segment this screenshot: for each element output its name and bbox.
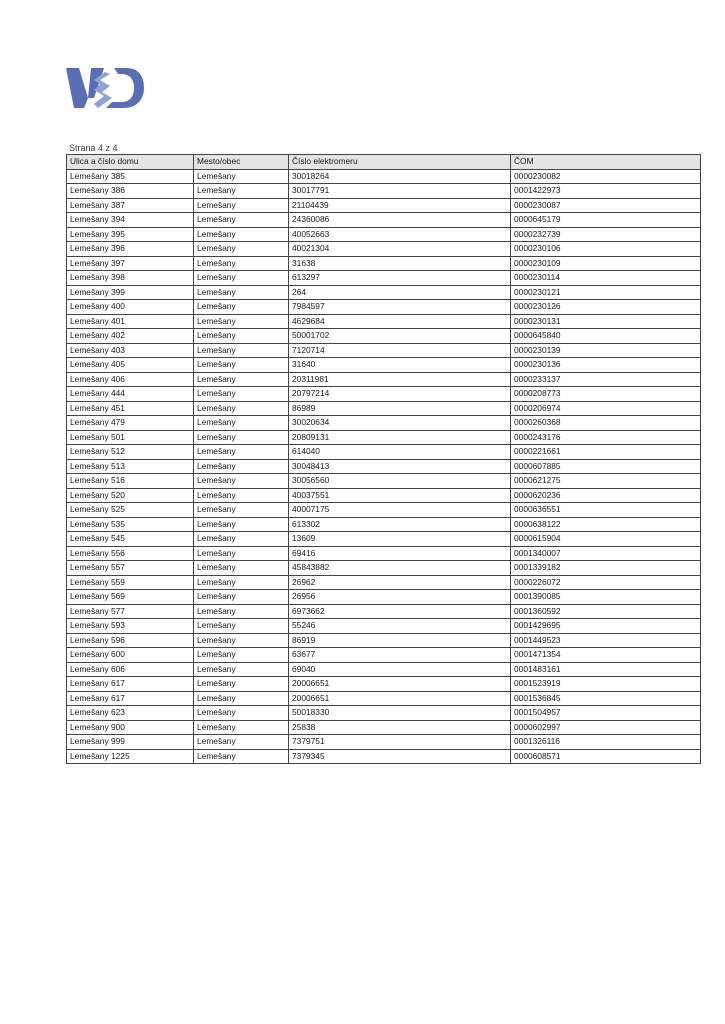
cell-meter-number: 20809131 — [289, 430, 511, 445]
cell-town: Lemešany — [194, 720, 289, 735]
cell-meter-number: 30048413 — [289, 459, 511, 474]
cell-meter-number: 21104439 — [289, 198, 511, 213]
column-header-meter-number: Číslo elektromeru — [289, 155, 511, 170]
table-row — [67, 706, 701, 721]
cell-meter-number: 50018330 — [289, 706, 511, 721]
cell-address: Lemešany 398 — [67, 271, 194, 286]
cell-meter-number: 20797214 — [289, 387, 511, 402]
cell-address: Lemešany 596 — [67, 633, 194, 648]
cell-address: Lemešany 593 — [67, 619, 194, 634]
cell-town: Lemešany — [194, 416, 289, 431]
cell-com: 0001360592 — [511, 604, 701, 619]
cell-address: Lemešany 600 — [67, 648, 194, 663]
cell-town: Lemešany — [194, 242, 289, 257]
cell-town: Lemešany — [194, 575, 289, 590]
cell-com: 0000230114 — [511, 271, 701, 286]
cell-town: Lemešany — [194, 314, 289, 329]
cell-com: 0001523919 — [511, 677, 701, 692]
cell-town: Lemešany — [194, 749, 289, 764]
table-row — [67, 488, 701, 503]
cell-address: Lemešany 513 — [67, 459, 194, 474]
cell-meter-number: 86989 — [289, 401, 511, 416]
cell-com: 0000230087 — [511, 198, 701, 213]
table-row — [67, 677, 701, 692]
cell-address: Lemešany 405 — [67, 358, 194, 373]
table-row — [67, 735, 701, 750]
table-row — [67, 720, 701, 735]
cell-address: Lemešany 386 — [67, 184, 194, 199]
table-row — [67, 445, 701, 460]
cell-address: Lemešany 399 — [67, 285, 194, 300]
cell-town: Lemešany — [194, 329, 289, 344]
cell-town: Lemešany — [194, 604, 289, 619]
vsd-logo — [64, 66, 144, 110]
cell-town: Lemešany — [194, 213, 289, 228]
cell-meter-number: 20006651 — [289, 677, 511, 692]
table-row — [67, 343, 701, 358]
table-row — [67, 372, 701, 387]
page-number: Strana 4 z 4 — [69, 143, 118, 153]
cell-address: Lemešany 406 — [67, 372, 194, 387]
cell-meter-number: 30017791 — [289, 184, 511, 199]
cell-com: 0000645179 — [511, 213, 701, 228]
cell-town: Lemešany — [194, 285, 289, 300]
table-row — [67, 198, 701, 213]
cell-town: Lemešany — [194, 256, 289, 271]
cell-address: Lemešany 402 — [67, 329, 194, 344]
cell-address: Lemešany 396 — [67, 242, 194, 257]
cell-town: Lemešany — [194, 691, 289, 706]
cell-address: Lemešany 479 — [67, 416, 194, 431]
cell-com: 0000615904 — [511, 532, 701, 547]
cell-town: Lemešany — [194, 184, 289, 199]
cell-meter-number: 7984597 — [289, 300, 511, 315]
cell-address: Lemešany 999 — [67, 735, 194, 750]
cell-town: Lemešany — [194, 169, 289, 184]
cell-address: Lemešany 401 — [67, 314, 194, 329]
table-row — [67, 430, 701, 445]
table-row — [67, 633, 701, 648]
table-row — [67, 242, 701, 257]
cell-meter-number: 45843882 — [289, 561, 511, 576]
table-row — [67, 474, 701, 489]
table-row — [67, 691, 701, 706]
cell-address: Lemešany 516 — [67, 474, 194, 489]
table-row — [67, 271, 701, 286]
cell-meter-number: 40007175 — [289, 503, 511, 518]
cell-com: 0000230106 — [511, 242, 701, 257]
cell-meter-number: 24360086 — [289, 213, 511, 228]
cell-com: 0000636551 — [511, 503, 701, 518]
cell-address: Lemešany 387 — [67, 198, 194, 213]
cell-town: Lemešany — [194, 735, 289, 750]
cell-meter-number: 30018264 — [289, 169, 511, 184]
cell-meter-number: 25838 — [289, 720, 511, 735]
cell-meter-number: 26956 — [289, 590, 511, 605]
table-row — [67, 517, 701, 532]
cell-town: Lemešany — [194, 445, 289, 460]
cell-town: Lemešany — [194, 677, 289, 692]
table-row — [67, 532, 701, 547]
table-row — [67, 561, 701, 576]
cell-address: Lemešany 385 — [67, 169, 194, 184]
cell-address: Lemešany 400 — [67, 300, 194, 315]
column-header-com: ČOM — [511, 155, 701, 170]
cell-meter-number: 30056560 — [289, 474, 511, 489]
cell-address: Lemešany 1225 — [67, 749, 194, 764]
cell-meter-number: 86919 — [289, 633, 511, 648]
cell-meter-number: 7379345 — [289, 749, 511, 764]
cell-com: 0000608571 — [511, 749, 701, 764]
cell-com: 0000230131 — [511, 314, 701, 329]
cell-meter-number: 63677 — [289, 648, 511, 663]
cell-town: Lemešany — [194, 430, 289, 445]
table-row — [67, 459, 701, 474]
cell-meter-number: 613302 — [289, 517, 511, 532]
cell-meter-number: 264 — [289, 285, 511, 300]
cell-town: Lemešany — [194, 590, 289, 605]
cell-com: 0000645840 — [511, 329, 701, 344]
table-row — [67, 329, 701, 344]
table-row — [67, 749, 701, 764]
cell-address: Lemešany 535 — [67, 517, 194, 532]
cell-address: Lemešany 623 — [67, 706, 194, 721]
cell-address: Lemešany 403 — [67, 343, 194, 358]
cell-com: 0000230139 — [511, 343, 701, 358]
cell-com: 0001422973 — [511, 184, 701, 199]
table-row — [67, 590, 701, 605]
cell-com: 0001339182 — [511, 561, 701, 576]
cell-com: 0000230126 — [511, 300, 701, 315]
cell-meter-number: 31640 — [289, 358, 511, 373]
cell-town: Lemešany — [194, 343, 289, 358]
table-row — [67, 575, 701, 590]
cell-town: Lemešany — [194, 546, 289, 561]
cell-com: 0000638122 — [511, 517, 701, 532]
table-row — [67, 604, 701, 619]
cell-meter-number: 55246 — [289, 619, 511, 634]
cell-address: Lemešany 397 — [67, 256, 194, 271]
cell-com: 0000230109 — [511, 256, 701, 271]
cell-meter-number: 20311981 — [289, 372, 511, 387]
table-row — [67, 416, 701, 431]
cell-meter-number: 614040 — [289, 445, 511, 460]
cell-town: Lemešany — [194, 372, 289, 387]
cell-com: 0000208773 — [511, 387, 701, 402]
cell-town: Lemešany — [194, 459, 289, 474]
cell-com: 0001536845 — [511, 691, 701, 706]
cell-com: 0000243176 — [511, 430, 701, 445]
cell-town: Lemešany — [194, 488, 289, 503]
cell-meter-number: 26962 — [289, 575, 511, 590]
cell-address: Lemešany 545 — [67, 532, 194, 547]
column-header-town: Mesto/obec — [194, 155, 289, 170]
table-row — [67, 648, 701, 663]
cell-meter-number: 13609 — [289, 532, 511, 547]
cell-town: Lemešany — [194, 387, 289, 402]
cell-meter-number: 40037551 — [289, 488, 511, 503]
cell-com: 0000607885 — [511, 459, 701, 474]
cell-address: Lemešany 451 — [67, 401, 194, 416]
cell-town: Lemešany — [194, 227, 289, 242]
cell-address: Lemešany 501 — [67, 430, 194, 445]
cell-town: Lemešany — [194, 358, 289, 373]
cell-meter-number: 7120714 — [289, 343, 511, 358]
cell-com: 0001449523 — [511, 633, 701, 648]
table-row — [67, 358, 701, 373]
cell-com: 0000260368 — [511, 416, 701, 431]
meter-table — [66, 154, 701, 764]
cell-com: 0000226072 — [511, 575, 701, 590]
table-body — [67, 169, 701, 764]
cell-com: 0001429695 — [511, 619, 701, 634]
cell-address: Lemešany 525 — [67, 503, 194, 518]
cell-address: Lemešany 606 — [67, 662, 194, 677]
cell-meter-number: 69040 — [289, 662, 511, 677]
cell-meter-number: 69416 — [289, 546, 511, 561]
table-row — [67, 184, 701, 199]
cell-address: Lemešany 444 — [67, 387, 194, 402]
cell-town: Lemešany — [194, 517, 289, 532]
cell-com: 0000232739 — [511, 227, 701, 242]
cell-town: Lemešany — [194, 633, 289, 648]
cell-meter-number: 40021304 — [289, 242, 511, 257]
table-row — [67, 314, 701, 329]
table-row — [67, 401, 701, 416]
table-row — [67, 285, 701, 300]
cell-town: Lemešany — [194, 706, 289, 721]
cell-com: 0001340007 — [511, 546, 701, 561]
table-row — [67, 300, 701, 315]
table-row — [67, 619, 701, 634]
cell-address: Lemešany 394 — [67, 213, 194, 228]
cell-com: 0001483161 — [511, 662, 701, 677]
cell-address: Lemešany 520 — [67, 488, 194, 503]
cell-town: Lemešany — [194, 619, 289, 634]
cell-town: Lemešany — [194, 474, 289, 489]
cell-meter-number: 30020634 — [289, 416, 511, 431]
cell-address: Lemešany 556 — [67, 546, 194, 561]
cell-com: 0000620236 — [511, 488, 701, 503]
cell-address: Lemešany 900 — [67, 720, 194, 735]
column-header-address: Ulica a číslo domu — [67, 155, 194, 170]
cell-town: Lemešany — [194, 503, 289, 518]
cell-town: Lemešany — [194, 198, 289, 213]
cell-com: 0001471354 — [511, 648, 701, 663]
cell-com: 0001390085 — [511, 590, 701, 605]
cell-town: Lemešany — [194, 532, 289, 547]
cell-meter-number: 6973662 — [289, 604, 511, 619]
table-row — [67, 387, 701, 402]
cell-meter-number: 50001702 — [289, 329, 511, 344]
cell-address: Lemešany 557 — [67, 561, 194, 576]
table-row — [67, 546, 701, 561]
cell-com: 0000230121 — [511, 285, 701, 300]
table-row — [67, 256, 701, 271]
cell-com: 0000621275 — [511, 474, 701, 489]
cell-meter-number: 7379751 — [289, 735, 511, 750]
table-row — [67, 662, 701, 677]
cell-address: Lemešany 559 — [67, 575, 194, 590]
table-row — [67, 227, 701, 242]
cell-com: 0001504957 — [511, 706, 701, 721]
cell-address: Lemešany 395 — [67, 227, 194, 242]
cell-address: Lemešany 577 — [67, 604, 194, 619]
table-row — [67, 169, 701, 184]
cell-com: 0000221661 — [511, 445, 701, 460]
table-row — [67, 213, 701, 228]
cell-address: Lemešany 569 — [67, 590, 194, 605]
cell-address: Lemešany 617 — [67, 677, 194, 692]
cell-town: Lemešany — [194, 300, 289, 315]
cell-meter-number: 40052663 — [289, 227, 511, 242]
cell-town: Lemešany — [194, 561, 289, 576]
cell-meter-number: 31638 — [289, 256, 511, 271]
cell-meter-number: 4629684 — [289, 314, 511, 329]
cell-town: Lemešany — [194, 401, 289, 416]
cell-meter-number: 613297 — [289, 271, 511, 286]
cell-town: Lemešany — [194, 648, 289, 663]
cell-address: Lemešany 617 — [67, 691, 194, 706]
cell-com: 0000206974 — [511, 401, 701, 416]
cell-com: 0000230136 — [511, 358, 701, 373]
cell-town: Lemešany — [194, 271, 289, 286]
cell-com: 0000233137 — [511, 372, 701, 387]
cell-com: 0000230082 — [511, 169, 701, 184]
cell-town: Lemešany — [194, 662, 289, 677]
cell-meter-number: 20006651 — [289, 691, 511, 706]
cell-address: Lemešany 512 — [67, 445, 194, 460]
table-row — [67, 503, 701, 518]
cell-com: 0001326116 — [511, 735, 701, 750]
cell-com: 0000602997 — [511, 720, 701, 735]
table-header-row — [67, 155, 701, 170]
